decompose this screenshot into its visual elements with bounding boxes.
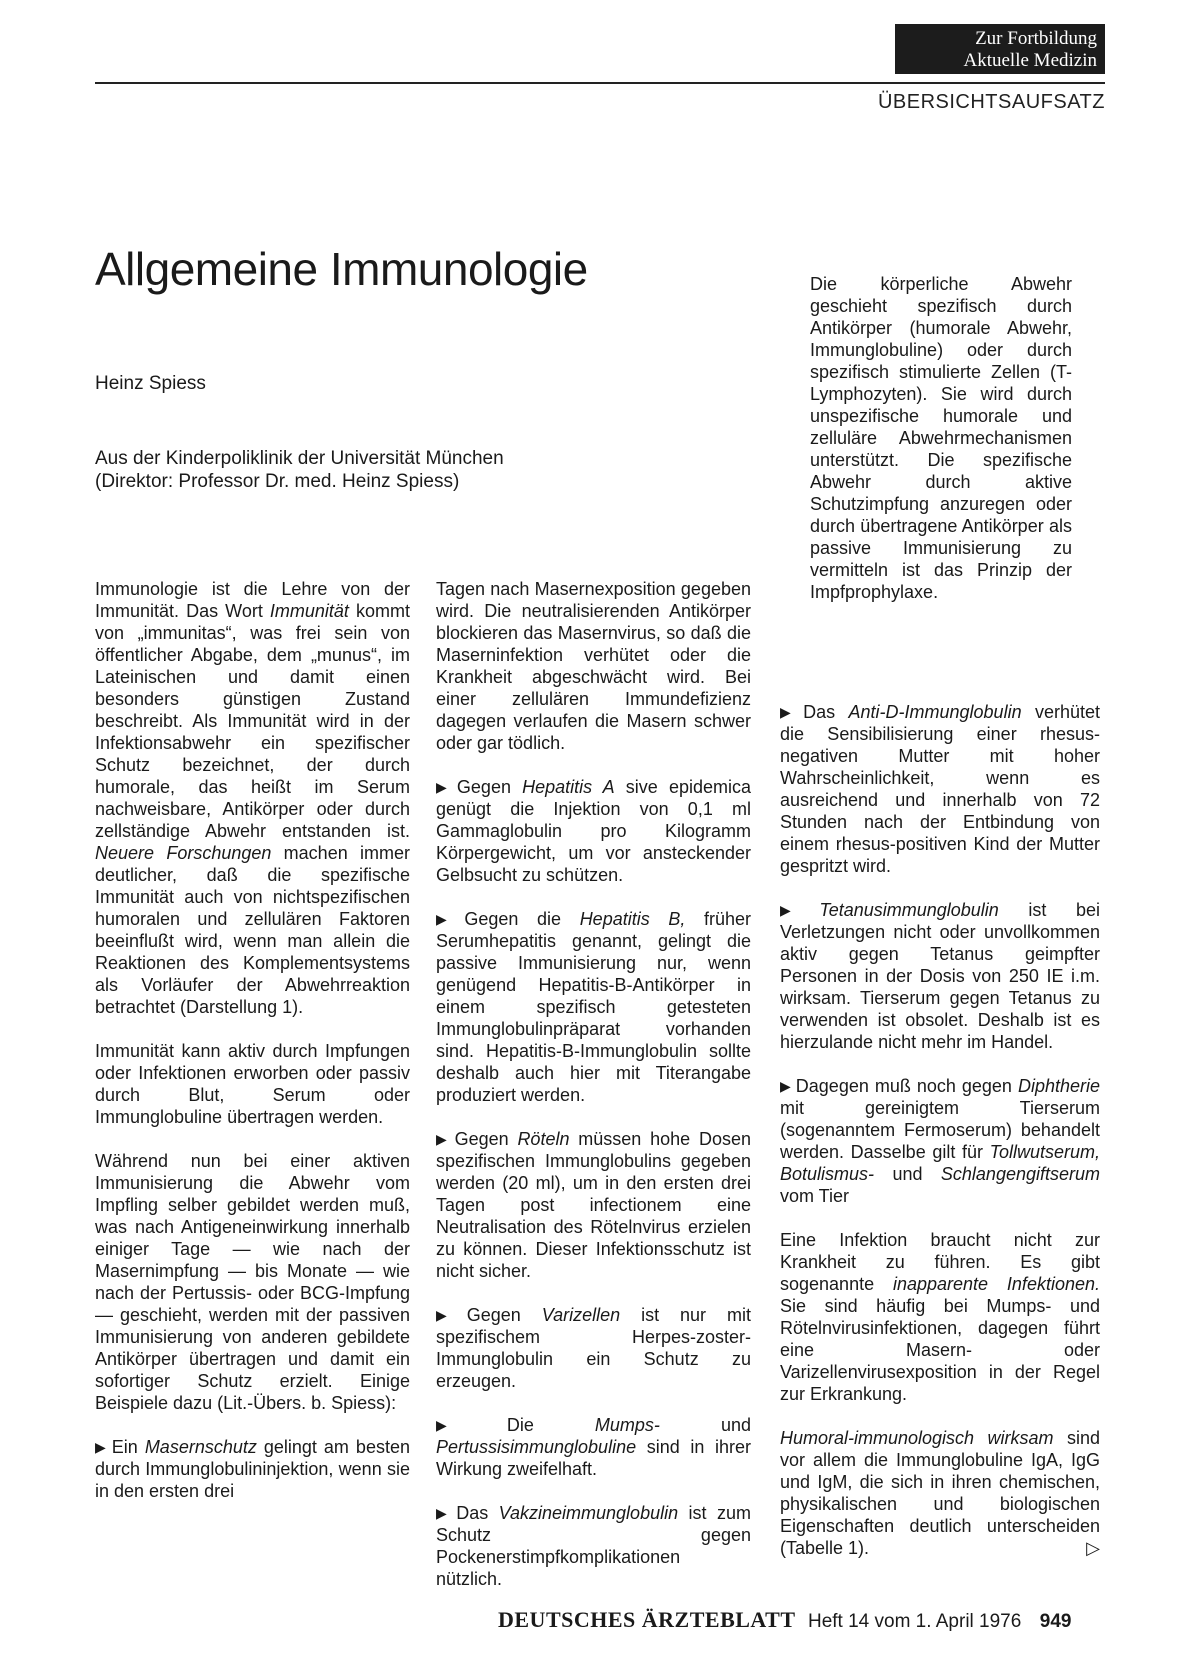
paragraph [780,899,1100,1053]
body-text: Gegen [456,777,523,797]
body-text: Dagegen muß noch gegen [795,1076,1018,1096]
body-text: Die [506,1415,595,1435]
emphasis-text: Immunität [269,601,349,621]
paragraph [810,273,1072,603]
emphasis-text: Diphtherie [1017,1076,1100,1096]
body-text: Das [456,1503,499,1523]
emphasis-text: Tollwutserum, Botulismus- [780,1142,1100,1184]
body-text: sive epidemica genügt die Injektion von 0,1 ml Gammaglobulin pro Kilogramm Körpergewicht, um vor ansteckender Gelbsucht zu schützen. [436,777,752,885]
affiliation-line-1: Aus der Kinderpoliklinik der Universität München [95,448,504,469]
emphasis-text: Tetanusimmunglobulin [819,900,999,920]
column-3-intro [810,273,1072,603]
paragraph [95,578,410,1018]
bullet-triangle-icon: ▶ [436,779,453,795]
emphasis-text: Hepatitis A [522,777,615,797]
body-text: vom Tier [780,1186,850,1206]
emphasis-text: Hepatitis B, [579,909,686,929]
paragraph [95,1040,410,1128]
bullet-triangle-icon: ▶ [436,1417,503,1433]
body-text: machen immer deutlicher, daß die spezifische Immunität auch von nichtspezifischen humoralen und zellulären Faktoren beeinflußt wird, wenn man allein die Reaktionen des Komplementsystems als Vorläufer der Abwehrreaktion betrachtet (Darstellung 1). [95,843,410,1017]
body-text: Gegen [454,1129,518,1149]
body-text: Eine Infektion braucht nicht zur Krankheit zu führen. Es gibt sogenannte [780,1230,1100,1294]
affiliation-line-2: (Direktor: Professor Dr. med. Heinz Spiess) [95,471,460,492]
body-text: kommt von „immunitas“, was frei sein von öffentlicher Abgabe, dem „munus“, im Lateinischen und damit einen besonders günstigen Zustand beschreibt. Als Immunität wird in der Infektionsabwehr ein spezifischer Schutz bezeichnet, der durch humorale, das heißt im Serum nachweisbare, Antikörper oder durch zellständige Abwehr entstanden ist. [95,601,410,841]
body-text: ist bei Verletzungen nicht oder unvollkommen aktiv gegen Tetanus geimpfter Personen in der Dosis von 250 IE i.m. wirksam. Tierserum gegen Tetanus zu verwenden ist obsolet. Deshalb ist es hierzulande nicht mehr im Handel. [780,900,1100,1052]
paragraph [95,1150,410,1414]
body-text: und [874,1164,941,1184]
body-text: müssen hohe Dosen spezifischen Immunglobulins gegeben werden (20 ml), um in den ersten drei Tagen post infectionem eine Neutralisation des Rötelnvirus erzielen zu können. Dieser Infektionsschutz ist nicht sicher. [436,1129,751,1281]
bullet-triangle-icon: ▶ [780,902,816,918]
emphasis-text: Pertussisimmunglobuline [436,1437,637,1457]
bullet-triangle-icon: ▶ [780,1078,792,1094]
emphasis-text: Schlangengiftserum [940,1164,1100,1184]
bullet-triangle-icon: ▶ [780,704,800,720]
article-author: Heinz Spiess [95,373,206,394]
body-text: gelingt am besten durch Immunglobulininjektion, wenn sie in den ersten drei [95,1437,410,1501]
page-number: 949 [1039,1611,1072,1632]
badge-line-2: Aktuelle Medizin [963,50,1097,71]
emphasis-text: Mumps- [594,1415,660,1435]
section-badge [895,24,1105,74]
emphasis-text: inapparente Infektionen. [892,1274,1100,1294]
body-text: Immunologie ist die Lehre von der Immunität. Das Wort [95,579,410,621]
paragraph [780,1427,1100,1559]
body-text: Die körperliche Abwehr geschieht spezifisch durch Antikörper (humorale Abwehr, Immunglobuline) oder durch spezifisch stimulierte Zellen (T-Lymphozyten). Sie wird durch unspezifische humorale und zelluläre Abwehrmechanismen unterstützt. Die spezifische Abwehr durch aktive Schutzimpfung anzuregen oder durch übertragene Antikörper als passive Immunisierung zu vermitteln ist das Prinzip der Impfprophylaxe. [810,274,1072,602]
body-text: Sie sind häufig bei Mumps- und Rötelnvirusinfektionen, dagegen führt eine Masern- oder Varizellenvirusexposition in der Regel zur Erkrankung. [780,1296,1100,1404]
body-text: mit gereinigtem Tierserum (sogenanntem Fermoserum) behandelt werden. Dasselbe gilt für [780,1098,1100,1162]
paragraph [436,908,751,1106]
paragraph [436,578,751,754]
emphasis-text: Röteln [517,1129,570,1149]
paragraph [780,1229,1100,1405]
body-text: Während nun bei einer aktiven Immunisierung die Abwehr vom Impfling selber gebildet werden muß, was nach Antigeneinwirkung innerhalb einiger Tage — wie nach der Masernimpfung — bis Monate — wie nach der Pertussis- oder BCG-Impfung — geschieht, werden mit der passiven Immunisierung von anderen gebildete Antikörper übertragen und damit ein sofortiger Schutz erzielt. Einige Beispiele dazu (Lit.-Übers. b. Spiess): [95,1151,410,1413]
emphasis-text: Neuere Forschungen [95,843,272,863]
paragraph [436,1414,751,1480]
body-text: verhütet die Sensibilisierung einer rhesus-negativen Mutter mit hoher Wahrscheinlichkeit, wenn es ausreichend und innerhalb von 72 Stunden nach der Entbindung von einem rhesus-positiven Kind der Mutter gespritzt wird. [780,702,1100,876]
column-1 [95,578,410,1502]
paragraph [436,776,751,886]
page-footer [498,1607,1071,1633]
emphasis-text: Varizellen [541,1305,621,1325]
journal-name: DEUTSCHES ÄRZTEBLATT [498,1607,796,1632]
emphasis-text: Humoral-immunologisch wirksam [780,1428,1054,1448]
body-text: Tagen nach Masernexposition gegeben wird. Die neutralisierenden Antikörper blockieren das Masernvirus, so daß die Maserninfektion verhütet oder die Krankheit abgeschwächt wird. Bei einer zellulären Immundefizienz dagegen verlaufen die Masern schwer oder gar tödlich. [436,579,751,753]
paragraph [95,1436,410,1502]
paragraph [436,1128,751,1282]
issue-info: Heft 14 vom 1. April 1976 [807,1611,1022,1632]
emphasis-text: Vakzineimmunglobulin [498,1503,679,1523]
bullet-triangle-icon: ▶ [436,1131,451,1147]
body-text: sind in ihrer Wirkung zweifelhaft. [436,1437,751,1479]
body-text: Gegen [466,1305,542,1325]
paragraph [436,1502,751,1590]
paragraph [780,1075,1100,1207]
body-text: ist nur mit spezifischem Herpes-zoster-Immunglobulin ein Schutz zu erzeugen. [436,1305,752,1391]
column-2 [436,578,751,1590]
paragraph [780,701,1100,877]
continue-arrow-icon: ▷ [1086,1538,1100,1558]
body-text: früher Serumhepatitis genannt, gelingt die passive Immunisierung nur, wenn genügend Hepatitis-B-Antikörper in einem spezifisch getesteten Immunglobulinpräparat vorhanden sind. Hepatitis-B-Immunglobulin sollte deshalb auch hier mit Titerangabe produziert werden. [436,909,751,1105]
bullet-triangle-icon: ▶ [436,1307,463,1323]
body-text: Ein [111,1437,145,1457]
section-label: ÜBERSICHTSAUFSATZ [877,91,1105,113]
bullet-triangle-icon: ▶ [436,1505,453,1521]
body-text: Das [803,702,849,722]
bullet-triangle-icon: ▶ [436,911,461,927]
body-text: ist zum Schutz gegen Pockenerstimpfkomplikationen nützlich. [436,1503,751,1589]
emphasis-text: Anti-D-Immunglobulin [848,702,1022,722]
article-title: Allgemeine Immunologie [95,243,588,295]
body-text: und [659,1415,751,1435]
body-text: Gegen die [464,909,580,929]
emphasis-text: Masernschutz [144,1437,257,1457]
badge-line-1: Zur Fortbildung [975,28,1097,49]
bullet-triangle-icon: ▶ [95,1439,108,1455]
body-text: Immunität kann aktiv durch Impfungen oder Infektionen erworben oder passiv durch Blut, Serum oder Immunglobuline übertragen werden. [95,1041,410,1127]
column-3 [780,701,1100,1559]
article-affiliation [95,447,504,493]
header-rule [95,82,1105,84]
body-text: sind vor allem die Immunglobuline IgA, IgG und IgM, die sich in ihren chemischen, physikalischen und biologischen Eigenschaften deutlich unterscheiden (Tabelle 1). [780,1428,1100,1558]
paragraph [436,1304,751,1392]
